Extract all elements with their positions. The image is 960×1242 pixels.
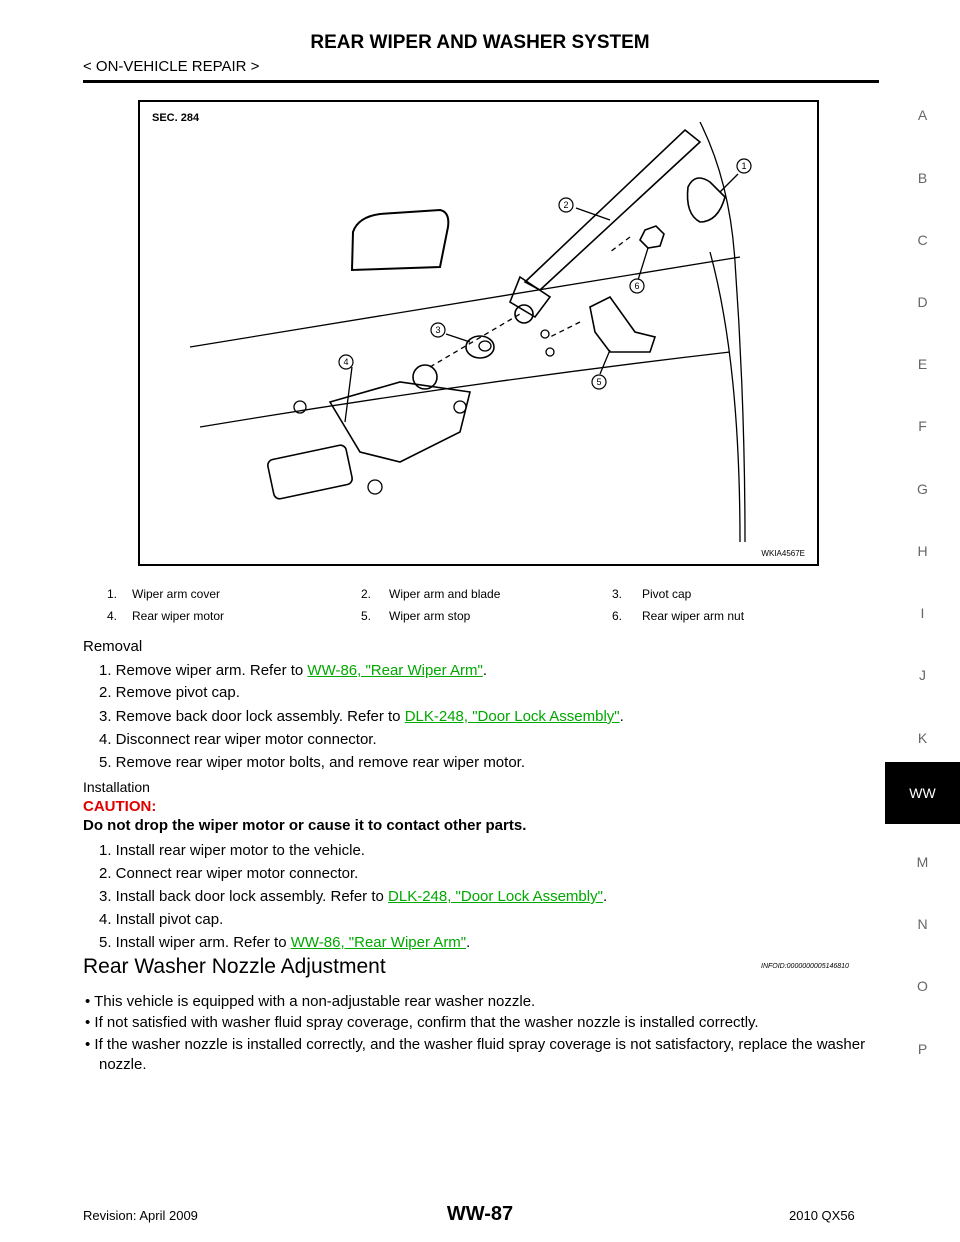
caution-title: CAUTION: (83, 798, 157, 815)
side-index-o[interactable]: O (917, 978, 928, 994)
dlk248-link[interactable]: DLK-248, "Door Lock Assembly" (404, 708, 620, 725)
section-number-label: SEC. 284 (152, 112, 200, 124)
callout-4: 4 (343, 357, 349, 367)
side-index-e[interactable]: E (917, 356, 928, 372)
callout-6: 6 (634, 281, 640, 291)
legend-num: 1. (107, 587, 118, 601)
nozzle-bullet: • If the washer nozzle is installed correctly, and the washer fluid spray coverage is not satisfactory, replace the washer nozzle. (85, 1036, 866, 1073)
installation-step: 1. Install rear wiper motor to the vehicle. (99, 842, 365, 859)
removal-step: 5. Remove rear wiper motor bolts, and remove rear wiper motor. (99, 754, 525, 771)
side-index-n[interactable]: N (917, 916, 928, 932)
legend-text: Rear wiper motor (132, 609, 225, 623)
installation-step: 5. Install wiper arm. Refer to WW-86, "Rear Wiper Arm". (99, 934, 471, 951)
callout-2: 2 (563, 200, 569, 210)
removal-step: 2. Remove pivot cap. (99, 684, 240, 701)
side-index-h[interactable]: H (917, 543, 928, 559)
legend-text: Pivot cap (642, 587, 692, 601)
legend-num: 5. (361, 609, 372, 623)
removal-step: 3. Remove back door lock assembly. Refer to DLK-248, "Door Lock Assembly". (99, 708, 624, 725)
installation-step: 2. Connect rear wiper motor connector. (99, 865, 359, 882)
legend-text: Rear wiper arm nut (642, 609, 745, 623)
side-index-a[interactable]: A (917, 107, 928, 123)
header-divider (83, 80, 879, 83)
side-index-ww-active[interactable]: WW (885, 762, 960, 824)
caution-text: Do not drop the wiper motor or cause it to contact other parts. (83, 817, 527, 834)
callout-3: 3 (435, 325, 441, 335)
legend-num: 4. (107, 609, 118, 623)
callout-5: 5 (596, 377, 602, 387)
side-index-b[interactable]: B (917, 170, 928, 186)
side-index-p[interactable]: P (917, 1041, 928, 1057)
footer-revision: Revision: April 2009 (83, 1208, 198, 1223)
section-breadcrumb: < ON-VEHICLE REPAIR > (83, 58, 260, 75)
side-index-i[interactable]: I (920, 605, 925, 621)
installation-step: 4. Install pivot cap. (99, 911, 224, 928)
nozzle-bullet: • If not satisfied with washer fluid spray coverage, confirm that the washer nozzle is installed correctly. (85, 1014, 759, 1031)
exploded-view-figure (138, 100, 819, 566)
side-index-c[interactable]: C (917, 232, 928, 248)
removal-step: 4. Disconnect rear wiper motor connector. (99, 731, 377, 748)
wiper-exploded-diagram (140, 102, 817, 564)
ww86-link[interactable]: WW-86, "Rear Wiper Arm" (307, 662, 483, 679)
legend-num: 6. (612, 609, 623, 623)
nozzle-bullet: • This vehicle is equipped with a non-adjustable rear washer nozzle. (85, 993, 536, 1010)
ww86-link[interactable]: WW-86, "Rear Wiper Arm" (290, 934, 467, 951)
side-index-k[interactable]: K (917, 730, 928, 746)
footer-page-number: WW-87 (446, 1203, 514, 1225)
side-index-m[interactable]: M (916, 854, 929, 870)
legend-text: Wiper arm stop (389, 609, 471, 623)
callout-1: 1 (741, 161, 747, 171)
legend-num: 2. (361, 587, 372, 601)
footer-model: 2010 QX56 (789, 1208, 855, 1223)
legend-text: Wiper arm and blade (389, 587, 501, 601)
installation-heading: Installation (83, 779, 150, 795)
info-id: INFOID:0000000005146810 (761, 963, 849, 970)
legend-text: Wiper arm cover (132, 587, 221, 601)
side-index-d[interactable]: D (917, 294, 928, 310)
figure-code: WKIA4567E (761, 549, 805, 558)
installation-step: 3. Install back door lock assembly. Refer to DLK-248, "Door Lock Assembly". (99, 888, 608, 905)
removal-step: 1. Remove wiper arm. Refer to WW-86, "Rear Wiper Arm". (99, 662, 487, 679)
legend-num: 3. (612, 587, 623, 601)
page-title: REAR WIPER AND WASHER SYSTEM (310, 32, 650, 53)
removal-heading: Removal (83, 638, 143, 655)
dlk248-link[interactable]: DLK-248, "Door Lock Assembly" (388, 888, 603, 905)
side-index-g[interactable]: G (917, 481, 928, 497)
side-index-j[interactable]: J (919, 667, 926, 683)
side-index-f[interactable]: F (918, 418, 927, 434)
nozzle-section-heading: Rear Washer Nozzle Adjustment (83, 955, 386, 978)
